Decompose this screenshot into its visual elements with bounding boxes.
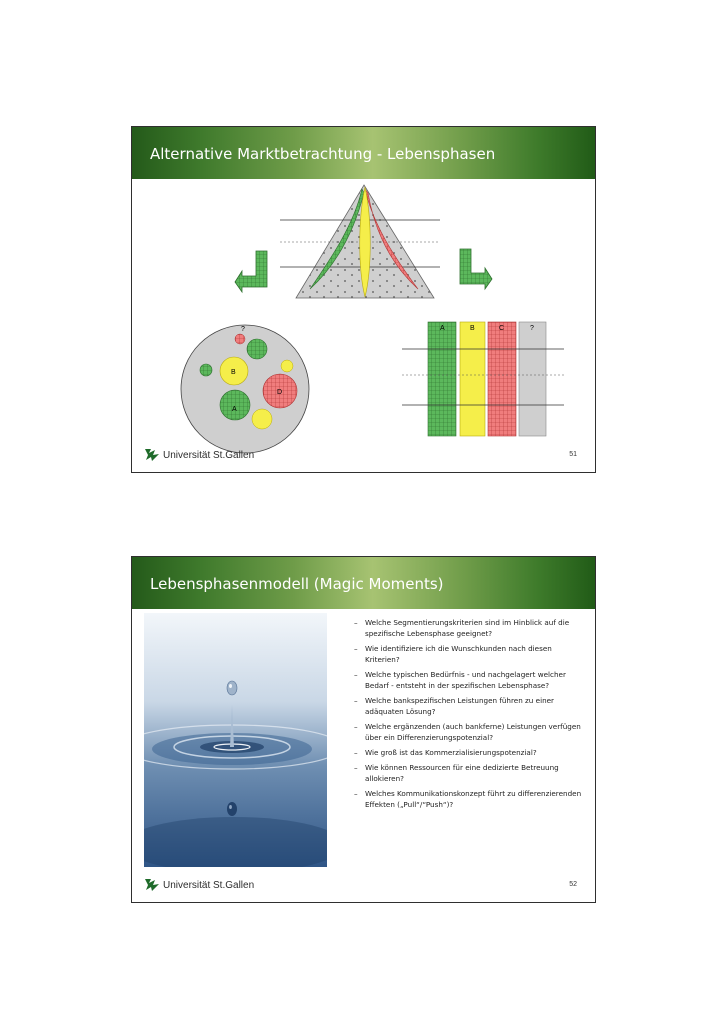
list-item: – Wie identifiziere ich die Wunschkunden nach diesen Kriterien? [354,643,586,665]
circle-label-a: A [232,406,237,413]
circle-label-d: D [277,389,283,396]
column-label-question: ? [530,325,534,332]
list-item: – Wie können Ressourcen für eine dedizierte Betreuung allokieren? [354,762,586,784]
circle-label-b: B [231,369,236,376]
list-item: – Welche typischen Bedürfnis - und nachgelagert welcher Bedarf - entsteht in der spezifischen Lebensphase? [354,669,586,691]
column-label-a: A [440,325,445,332]
list-item: – Welche ergänzenden (auch bankferne) Leistungen verfügen über ein Differenzierungspotenzial? [354,721,586,743]
slide-title: Alternative Marktbetrachtung - Lebensphasen [150,145,496,163]
hsg-logo-icon [144,878,160,892]
logo-text: Universität St.Gallen [163,449,255,461]
page-number: 52 [569,881,577,888]
list-item: – Welche Segmentierungskriterien sind im Hinblick auf die spezifische Lebensphase geeignet? [354,617,586,639]
circle-segmentation [181,325,309,453]
hsg-logo-icon [144,448,160,462]
lifecycle-diagram [132,179,596,454]
list-item: – Wie groß ist das Kommerzialisierungspotenzial? [354,747,586,758]
circle-label-question: ? [241,326,245,333]
slide-title-banner [132,127,595,179]
segment-columns [402,322,564,436]
column-label-c: C [499,325,505,332]
university-logo [144,448,254,462]
question-list [354,617,586,814]
university-logo [144,878,254,892]
arrow-down-left-icon [235,251,270,292]
market-pyramid [280,185,440,298]
list-item: – Welches Kommunikationskonzept führt zu differenzierenden Effekten („Pull“/“Push“)? [354,788,586,810]
water-drop-image [144,613,327,867]
slide-52 [131,556,596,903]
list-item: – Welche bankspezifischen Leistungen führen zu einer adäquaten Lösung? [354,695,586,717]
slide-title-banner [132,557,595,609]
page-number: 51 [569,451,577,458]
slide-51 [131,126,596,473]
arrow-down-right-icon [460,249,492,289]
slide-title: Lebensphasenmodell (Magic Moments) [150,575,444,593]
column-label-b: B [470,325,475,332]
logo-text: Universität St.Gallen [163,879,255,891]
